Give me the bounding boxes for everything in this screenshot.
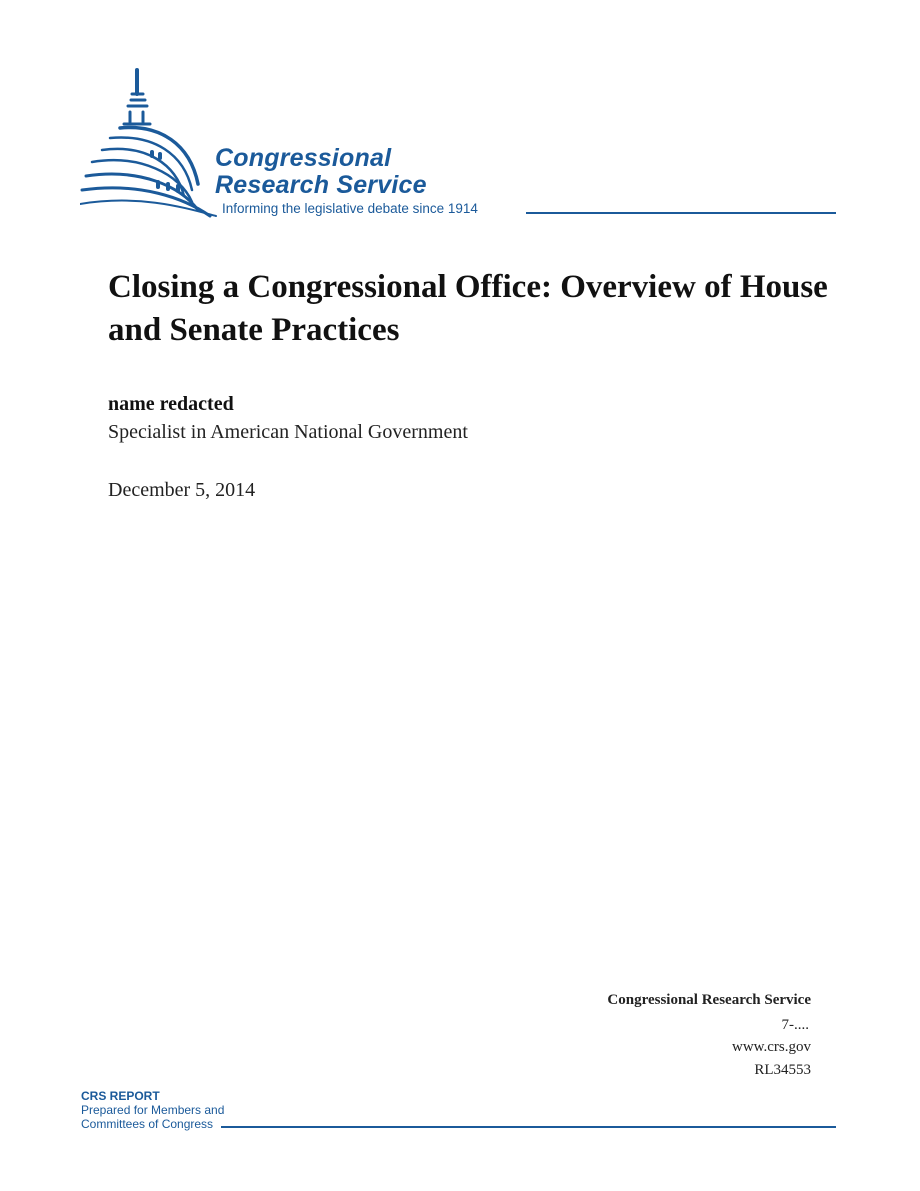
website-link[interactable]: www.crs.gov [731,1039,811,1055]
phone-number: 7-.... [781,1017,809,1033]
header-divider [526,212,836,214]
document-title: Closing a Congressional Office: Overview of House and Senate Practices [108,269,828,348]
brand-tagline: Informing the legislative debate since 1914 [222,201,478,216]
footer-line-2: Prepared for Members and [81,1103,225,1117]
capitol-dome-icon [80,64,220,220]
brand-name-line-2: Research Service [215,171,427,199]
report-number: RL34553 [754,1062,811,1078]
footer-divider [221,1126,836,1128]
author-name: name redacted [108,393,234,415]
author-role: Specialist in American National Government [108,421,468,443]
report-date: December 5, 2014 [108,479,256,501]
footer-line-3: Committees of Congress [81,1117,214,1131]
organization-name: Congressional Research Service [607,992,811,1008]
brand-name-line-1: Congressional [215,144,392,172]
footer-report-label: CRS REPORT [81,1089,160,1103]
